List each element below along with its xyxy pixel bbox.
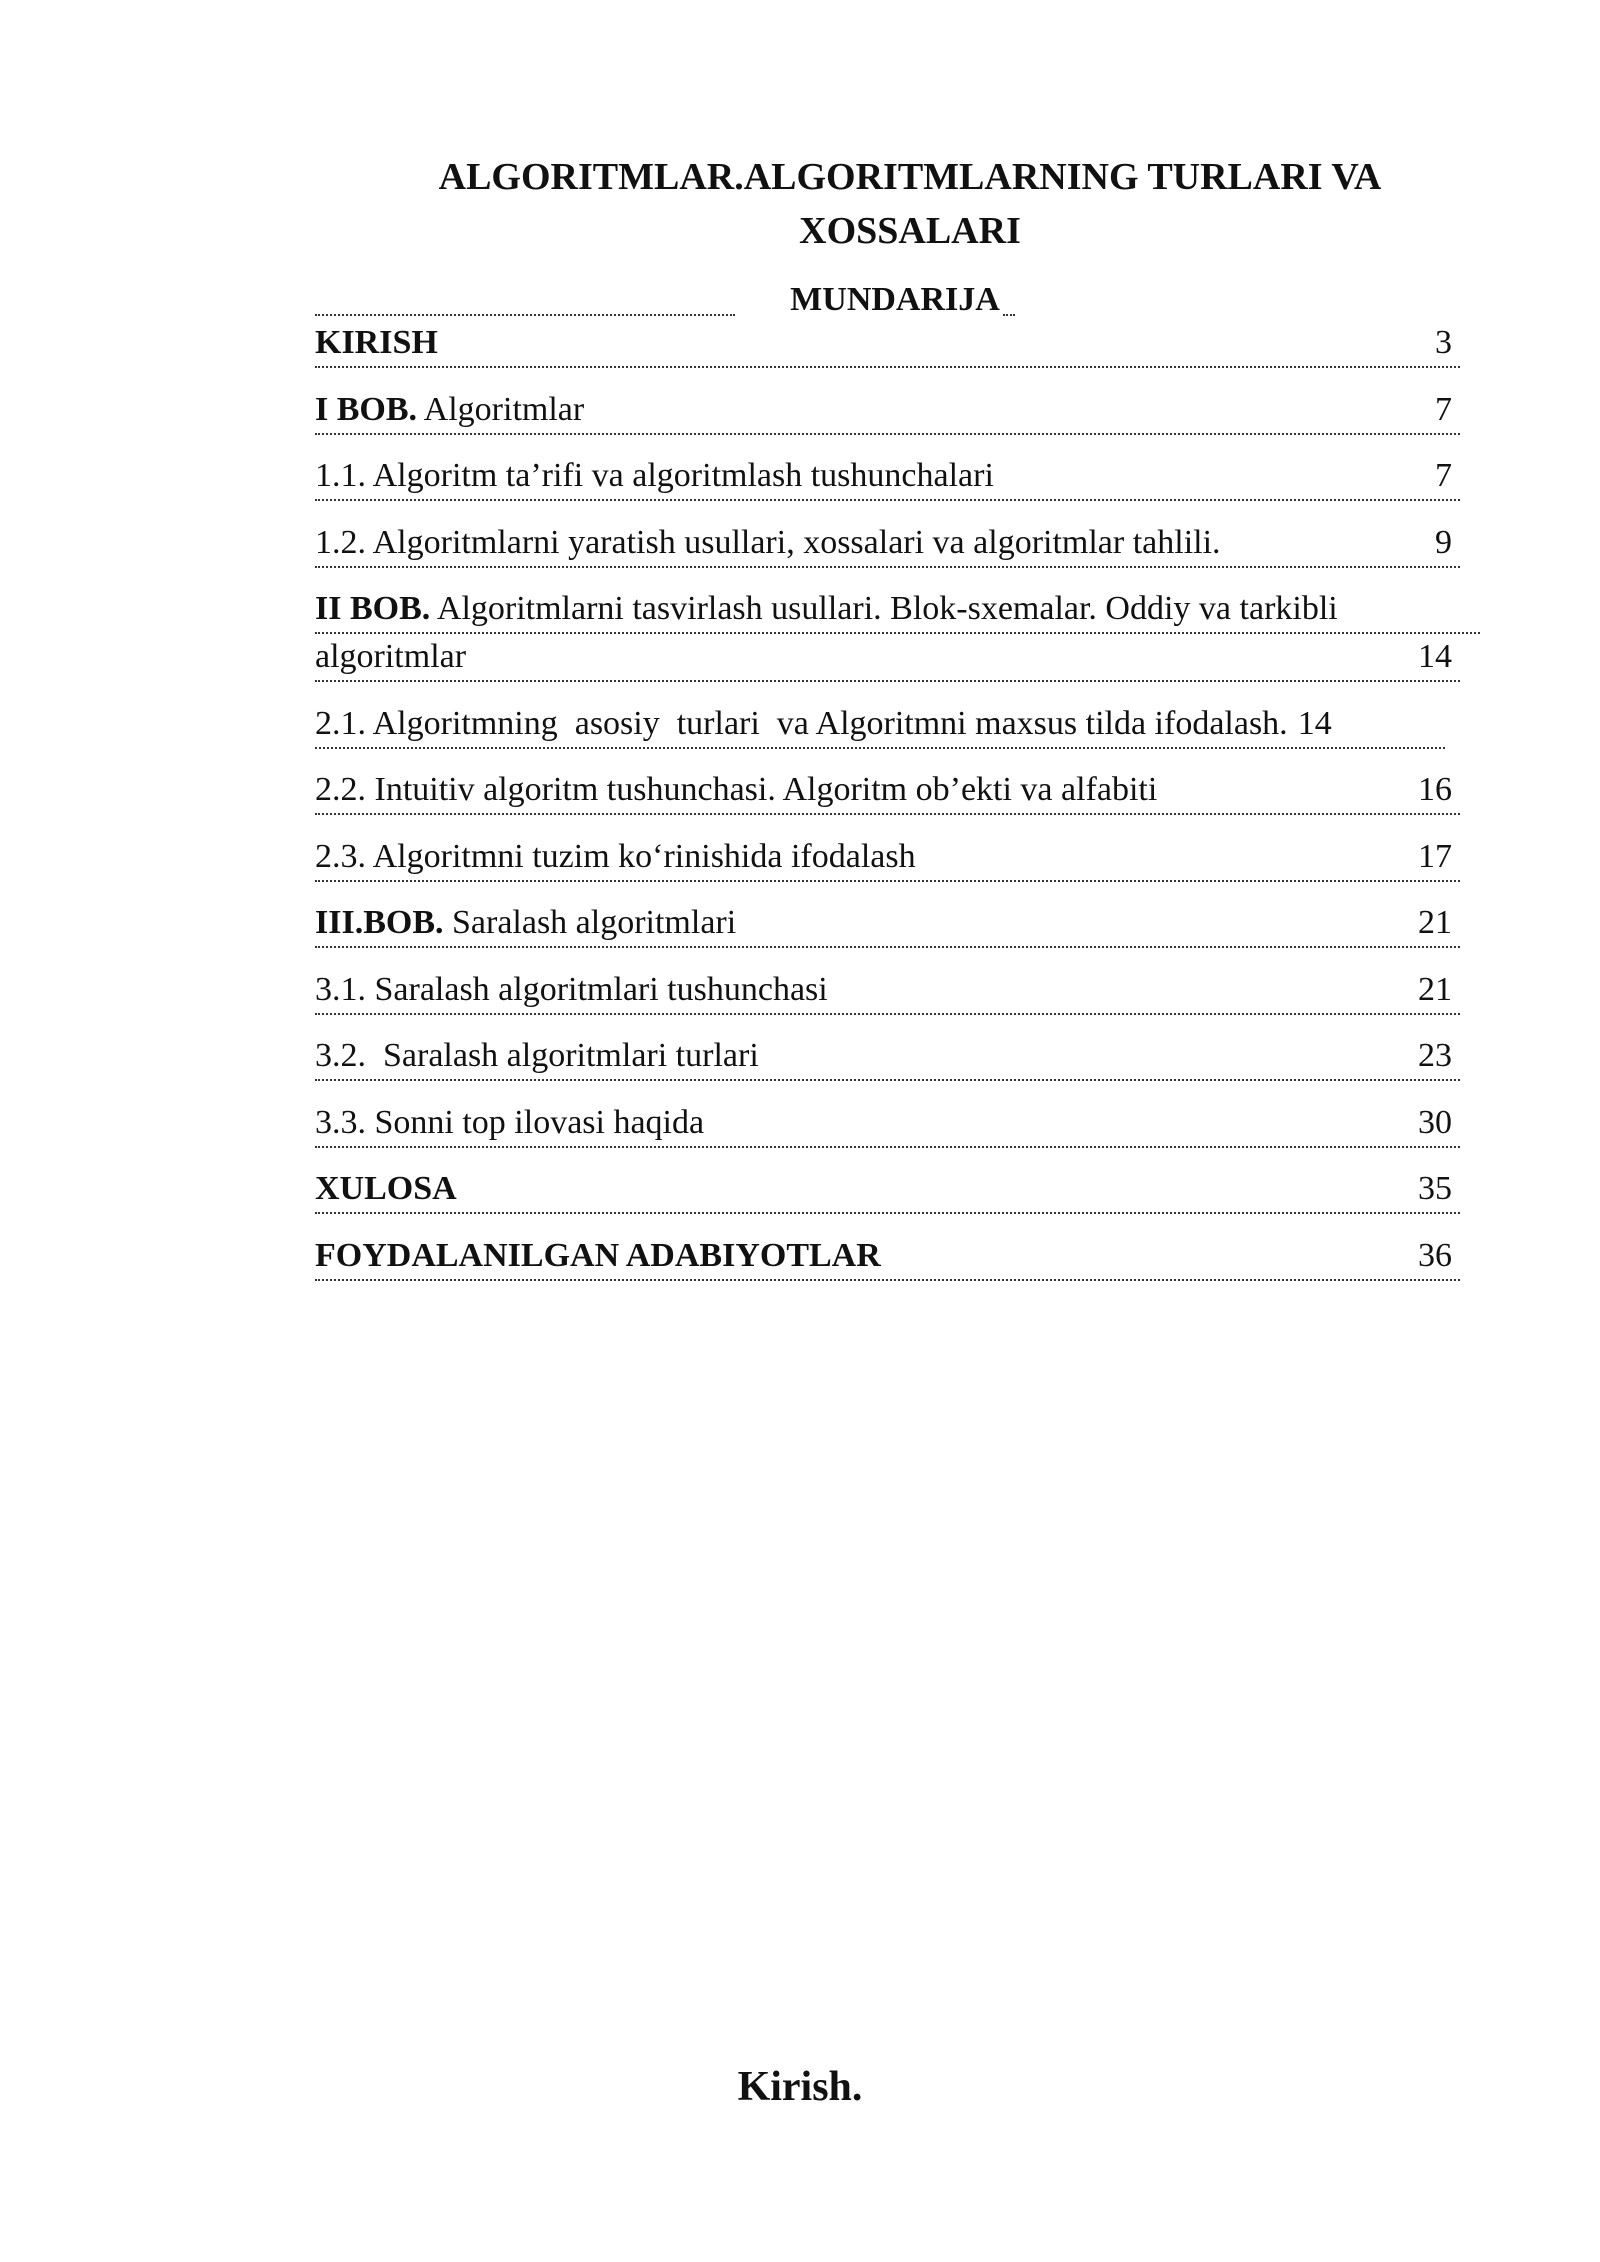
- toc-entry-label: 3.3. Sonni top ilovasi haqida: [315, 1103, 705, 1141]
- toc-entry-3-2[interactable]: [315, 1033, 1460, 1081]
- toc-entry-label: 3.1. Saralash algoritmlari tushunchasi: [315, 970, 828, 1008]
- toc-entry-bold-label: III.BOB.: [315, 904, 444, 941]
- toc-page-number: 14: [1418, 638, 1452, 675]
- section-heading-kirish: Kirish.: [737, 2064, 863, 2110]
- toc-page-number: 23: [1418, 1037, 1452, 1074]
- toc-entry-label: 2.2. Intuitiv algoritm tushunchasi. Algoritm ob’ekti va alfabiti: [315, 771, 1158, 808]
- toc-entry-chapter-3[interactable]: [315, 900, 1460, 948]
- toc-entry-bold-label: I BOB.: [315, 390, 418, 428]
- toc-page-number: 35: [1418, 1170, 1452, 1207]
- toc-page-number: 21: [1418, 904, 1452, 941]
- toc-entry-kirish[interactable]: [315, 320, 1460, 368]
- toc-entry-label: Algoritmlar: [417, 390, 585, 428]
- toc-entry-references[interactable]: [315, 1233, 1460, 1281]
- toc-heading-row: [315, 278, 1475, 322]
- toc-entry-2-2[interactable]: [315, 767, 1460, 815]
- toc-entry-label: Algoritmlarni tasvirlash usullari. Blok-sxemalar. Oddiy va tarkibli: [430, 590, 1338, 627]
- toc-entry-label: 3.2. Saralash algoritmlari turlari: [315, 1037, 759, 1074]
- toc-entry-3-1[interactable]: [315, 967, 1460, 1015]
- toc-entry-1-1[interactable]: [315, 453, 1460, 501]
- toc-entry-2-1[interactable]: [315, 701, 1460, 749]
- toc-heading: MUNDARIJA: [790, 281, 1000, 318]
- toc-page-number: 9: [1435, 523, 1452, 561]
- toc-entry-xulosa[interactable]: [315, 1166, 1460, 1214]
- toc-page-number: 14: [1297, 704, 1332, 742]
- dotted-leader: [315, 314, 735, 316]
- table-of-contents: [315, 320, 1460, 1299]
- toc-entry-chapter-2[interactable]: [315, 586, 1460, 682]
- toc-page-number: 36: [1418, 1236, 1452, 1274]
- toc-entry-bold-label: XULOSA: [315, 1170, 457, 1207]
- document-title: ALGORITMLAR.ALGORITMLARNING TURLARI VA XOSSALARI: [438, 156, 1382, 252]
- toc-entry-label: 1.1. Algoritm ta’rifi va algoritmlash tushunchalari: [315, 457, 994, 494]
- toc-page-number: 21: [1418, 970, 1452, 1008]
- toc-entry-chapter-1[interactable]: [315, 387, 1460, 435]
- toc-entry-1-2[interactable]: [315, 520, 1460, 568]
- dotted-leader: [1003, 314, 1015, 316]
- toc-entry-label-continued: algoritmlar: [315, 638, 467, 675]
- toc-page-number: 30: [1418, 1103, 1452, 1141]
- toc-entry-3-3[interactable]: [315, 1100, 1460, 1148]
- toc-page-number: 7: [1435, 457, 1452, 494]
- toc-entry-bold-label: FOYDALANILGAN ADABIYOTLAR: [315, 1236, 881, 1274]
- toc-entry-bold-label: II BOB.: [315, 590, 431, 627]
- toc-entry-label: 1.2. Algoritmlarni yaratish usullari, xossalari va algoritmlar tahlili.: [315, 523, 1221, 561]
- toc-page-number: 16: [1418, 771, 1452, 808]
- toc-entry-label: Saralash algoritmlari: [443, 904, 737, 941]
- toc-entry-label: 2.3. Algoritmni tuzim ko‘rinishida ifodalash: [315, 837, 916, 875]
- toc-page-number: 3: [1435, 324, 1452, 361]
- toc-page-number: 17: [1418, 837, 1452, 875]
- toc-entry-2-3[interactable]: [315, 834, 1460, 882]
- toc-entry-label: 2.1. Algoritmning asosiy turlari va Algoritmni maxsus tilda ifodalash.: [315, 704, 1288, 742]
- toc-entry-bold-label: KIRISH: [315, 324, 438, 361]
- toc-page-number: 7: [1435, 390, 1452, 428]
